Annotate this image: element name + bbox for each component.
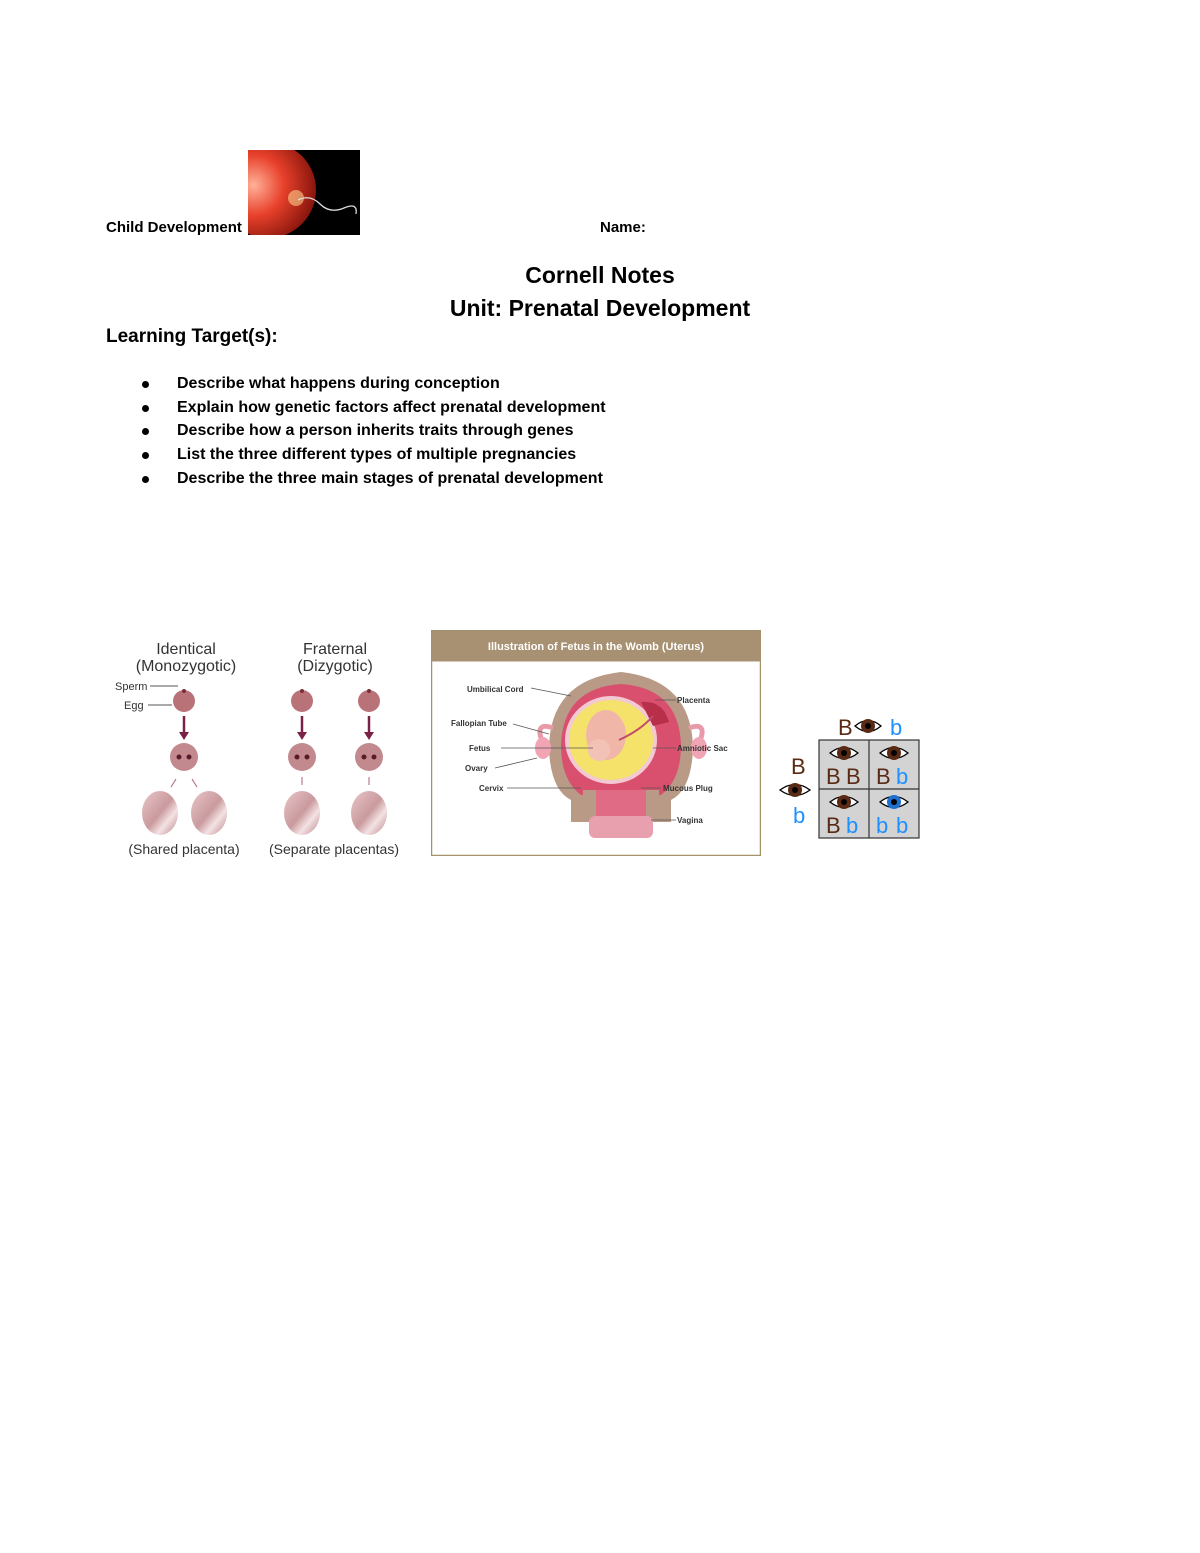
fraternal-subtitle: (Dizygotic) bbox=[297, 658, 373, 675]
learning-targets-heading: Learning Target(s): bbox=[106, 326, 278, 347]
cell-2-allele-a: B bbox=[876, 764, 891, 789]
label-amniotic-sac: Amniotic Sac bbox=[677, 744, 728, 753]
list-item: Describe what happens during conception bbox=[140, 372, 606, 396]
label-placenta: Placenta bbox=[677, 696, 710, 705]
vagina-shape bbox=[589, 816, 653, 838]
zygote bbox=[355, 743, 383, 771]
unit-title: Unit: Prenatal Development bbox=[449, 295, 751, 321]
identical-subtitle: (Monozygotic) bbox=[135, 658, 237, 675]
page-title: Cornell Notes bbox=[525, 262, 675, 288]
womb-diagram-title: Illustration of Fetus in the Womb (Uterus) bbox=[487, 641, 705, 653]
womb-diagram bbox=[431, 630, 761, 856]
bullet-icon bbox=[142, 452, 149, 459]
list-item: Explain how genetic factors affect prenatal development bbox=[140, 396, 606, 420]
list-item: Describe the three main stages of prenatal development bbox=[140, 467, 606, 491]
embryo-sac bbox=[142, 791, 178, 835]
egg-cell bbox=[173, 690, 195, 712]
label-fallopian-tube: Fallopian Tube bbox=[451, 719, 507, 728]
bullet-icon bbox=[142, 476, 149, 483]
top-allele-b-recessive: b bbox=[890, 715, 903, 740]
list-item: Describe how a person inherits traits through genes bbox=[140, 419, 606, 443]
label-fetus: Fetus bbox=[469, 744, 491, 753]
fraternal-title: Fraternal bbox=[302, 641, 368, 658]
label-cervix: Cervix bbox=[479, 784, 504, 793]
egg-cell bbox=[358, 690, 380, 712]
cell-4-allele-b: b bbox=[896, 813, 909, 838]
zygote bbox=[170, 743, 198, 771]
cell-3-allele-b: b bbox=[846, 813, 859, 838]
cell-2-allele-b: b bbox=[896, 764, 909, 789]
cell-1-allele-a: B bbox=[826, 764, 841, 789]
identical-title: Identical bbox=[156, 641, 216, 658]
learning-targets-list bbox=[140, 372, 606, 490]
left-allele-b-dominant: B bbox=[791, 754, 806, 779]
embryo-sac bbox=[351, 791, 387, 835]
course-label: Child Development bbox=[106, 219, 242, 236]
zygote bbox=[288, 743, 316, 771]
left-allele-b-recessive: b bbox=[793, 803, 806, 828]
top-allele-b-dominant: B bbox=[838, 715, 853, 740]
cell-3-allele-a: B bbox=[826, 813, 841, 838]
bullet-icon bbox=[142, 381, 149, 388]
label-umbilical-cord: Umbilical Cord bbox=[467, 685, 524, 694]
cell-4-allele-a: b bbox=[876, 813, 889, 838]
bullet-icon bbox=[142, 428, 149, 435]
embryo-sac bbox=[191, 791, 227, 835]
shared-placenta-caption: (Shared placenta) bbox=[128, 841, 240, 857]
separate-placentas-caption: (Separate placentas) bbox=[269, 841, 399, 857]
sperm-label: Sperm bbox=[115, 681, 148, 693]
egg-label: Egg bbox=[124, 700, 144, 712]
list-item: List the three different types of multiple pregnancies bbox=[140, 443, 606, 467]
mucous-plug bbox=[596, 790, 646, 818]
name-label: Name: bbox=[600, 219, 646, 236]
twins-diagram bbox=[108, 636, 414, 862]
embryo-sac bbox=[284, 791, 320, 835]
egg-cell bbox=[291, 690, 313, 712]
label-ovary: Ovary bbox=[465, 764, 488, 773]
cell-1-allele-b: B bbox=[846, 764, 861, 789]
conception-image bbox=[248, 150, 360, 235]
punnett-square bbox=[772, 710, 924, 842]
label-vagina: Vagina bbox=[677, 816, 703, 825]
bullet-icon bbox=[142, 405, 149, 412]
brown-eye-icon bbox=[855, 719, 881, 733]
label-mucous-plug: Mucous Plug bbox=[663, 784, 713, 793]
brown-eye-icon bbox=[780, 783, 810, 797]
